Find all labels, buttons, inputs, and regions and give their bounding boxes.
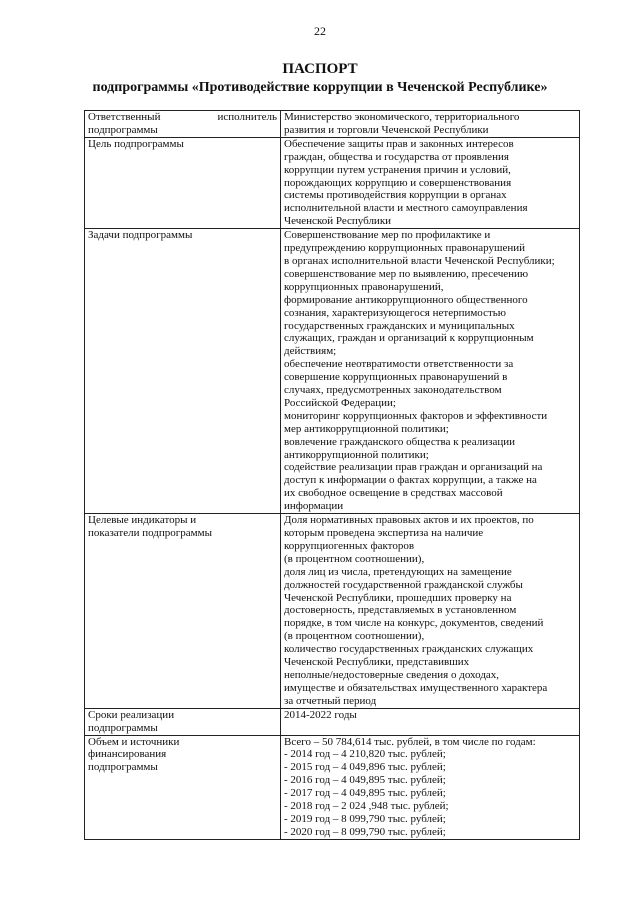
row-value-line: системы противодействия коррупции в органах [284, 189, 507, 202]
row-label-line: Целевые индикаторы и [88, 514, 197, 527]
row-label-line: подпрограммы [88, 721, 158, 734]
row-value-line: случаях, предусмотренных законодательством [284, 384, 502, 397]
row-value-cell [281, 111, 580, 138]
passport-table [84, 110, 580, 840]
row-value-line: - 2019 год – 8 099,790 тыс. рублей; [284, 812, 446, 825]
row-value-line: - 2017 год – 4 049,895 тыс. рублей; [284, 787, 446, 800]
row-value-line: 2014-2022 годы [284, 708, 357, 721]
row-value-line: государственных гражданских и муниципальных [284, 319, 515, 332]
row-label-line: финансирования [88, 748, 167, 761]
row-value-line: - 2014 год – 4 210,820 тыс. рублей; [284, 748, 446, 761]
row-value-line: коррупциогенных факторов [284, 539, 415, 552]
row-value-line: доля лиц из числа, претендующих на замещение [284, 565, 512, 578]
table-row [85, 111, 580, 138]
row-label-cell [85, 111, 281, 138]
table-row [85, 137, 580, 228]
row-value-line: служащих, граждан и организаций к коррупционным [284, 332, 534, 345]
row-value-line: содействие реализации прав граждан и организаций на [284, 461, 543, 474]
row-value-line: Совершенствование мер по профилактике и [284, 229, 491, 242]
row-value-line: которым проведена экспертиза на наличие [284, 527, 484, 539]
row-value-line: Российской Федерации; [284, 396, 396, 409]
row-value-line: их свободное освещение в средствах массовой [284, 487, 503, 500]
row-value-line: совершенствование мер по выявлению, пресечению [284, 267, 529, 280]
row-label-line: Объем и источники [88, 735, 180, 748]
row-label-cell [85, 137, 281, 228]
row-value-line: (в процентном соотношении), [284, 552, 425, 565]
row-value-line: должностей государственной гражданской службы [284, 578, 523, 591]
row-value-line: Чеченской Республики, прошедших проверку на [284, 591, 512, 604]
row-value-line: достоверность, представляемых в установленном [284, 604, 517, 617]
row-value-line: за отчетный период [284, 694, 377, 707]
row-value-line: действиям; [284, 345, 337, 358]
row-label-word: исполнитель [217, 111, 277, 123]
row-value-cell [281, 735, 580, 839]
row-value-line: имуществе и обязательствах имущественного характера [284, 681, 548, 694]
row-value-line: - 2020 год – 8 099,790 тыс. рублей; [284, 825, 446, 838]
row-label-cell [85, 514, 281, 709]
row-value-line: Чеченской Республики, представивших [284, 656, 470, 669]
row-value-line: - 2016 год – 4 049,895 тыс. рублей; [284, 774, 446, 787]
row-value-line: исполнительной власти и местного самоуправления [284, 202, 528, 215]
document-subtitle: подпрограммы «Противодействие коррупции в Чеченской Республике» [92, 80, 548, 95]
row-value-line: (в процентном соотношении), [284, 630, 425, 643]
row-label-word: Ответственный [88, 111, 161, 123]
row-value-line: Министерство экономического, территориального [284, 111, 520, 123]
row-value-line: Обеспечение защиты прав и законных интересов [284, 137, 514, 150]
row-label-line: Сроки реализации [88, 708, 175, 721]
row-label-line: Задачи подпрограммы [88, 229, 193, 242]
row-value-line: мер антикоррупционной политики; [284, 422, 449, 435]
row-value-line: Всего – 50 784,614 тыс. рублей, в том числе по годам: [284, 735, 536, 748]
row-value-line: - 2018 год – 2 024 ,948 тыс. рублей; [284, 800, 449, 813]
row-value-cell [281, 514, 580, 709]
row-value-line: сознания, характеризующегося нетерпимостью [284, 306, 507, 319]
row-label-line: Цель подпрограммы [88, 137, 184, 150]
table-row [85, 229, 580, 514]
row-value-line: в органах исполнительной власти Чеченской Республики; [284, 254, 555, 267]
row-value-cell [281, 708, 580, 735]
row-value-line: Доля нормативных правовых актов и их проектов, по [284, 514, 534, 527]
document-title: ПАСПОРТ [282, 61, 358, 77]
row-value-cell [281, 229, 580, 514]
row-value-line: мониторинг коррупционных факторов и эффективности [284, 409, 548, 422]
row-value-line: коррупции путем устранения причин и условий, [284, 163, 511, 176]
row-value-line: информации [284, 500, 344, 513]
page-number: 22 [314, 24, 326, 38]
row-value-line: граждан, общества и государства от проявления [284, 150, 509, 163]
row-value-line: предупреждению коррупционных правонарушений [284, 242, 526, 255]
row-value-line: Чеченской Республики [284, 215, 392, 228]
row-value-line: неполные/недостоверные сведения о доходах, [284, 668, 500, 681]
row-label-cell [85, 708, 281, 735]
row-value-line: доступ к информации о фактах коррупции, а также на [284, 474, 537, 487]
row-label-cell [85, 735, 281, 839]
table-row [85, 514, 580, 709]
row-label-line: подпрограммы [88, 761, 158, 774]
row-value-line: порядке, в том числе на конкурс, документов, сведений [284, 617, 544, 630]
row-label-line: показатели подпрограммы [88, 527, 212, 539]
row-value-line: совершение коррупционных правонарушений в [284, 371, 508, 384]
table-row [85, 735, 580, 839]
row-value-line: обеспечение неотвратимости ответственности за [284, 358, 514, 371]
row-value-line: формирование антикоррупционного общественного [284, 293, 528, 306]
row-value-line: антикоррупционной политики; [284, 448, 429, 461]
row-value-line: вовлечение гражданского общества к реализации [284, 435, 516, 448]
row-value-line: развития и торговли Чеченской Республики [284, 123, 489, 136]
row-label-cell [85, 229, 281, 514]
row-value-line: коррупционных правонарушений, [284, 280, 444, 293]
row-value-cell [281, 137, 580, 228]
row-label-line [88, 111, 277, 124]
row-value-line: количество государственных гражданских служащих [284, 643, 534, 656]
row-value-line: - 2015 год – 4 049,896 тыс. рублей; [284, 761, 446, 774]
row-value-line: порождающих коррупцию и совершенствования [284, 176, 512, 189]
row-label-line: подпрограммы [88, 123, 158, 136]
table-row [85, 708, 580, 735]
